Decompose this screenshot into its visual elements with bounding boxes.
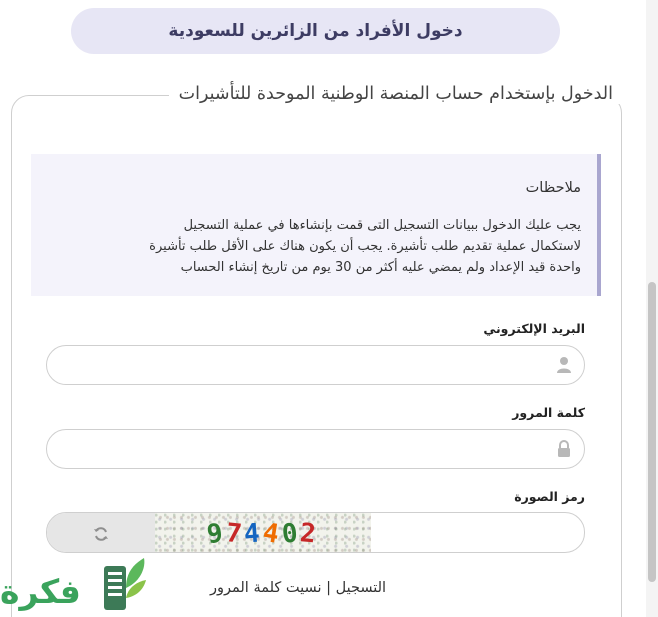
captcha-char: 7: [224, 517, 246, 550]
lock-icon: [556, 440, 572, 458]
email-input[interactable]: [67, 354, 547, 376]
footer-links: [210, 580, 386, 596]
register-link[interactable]: التسجيل: [335, 580, 387, 596]
captcha-char: 9: [205, 517, 228, 550]
captcha-image: [155, 513, 371, 553]
notes-line: لاستكمال عملية تقديم طلب تأشيرة. يجب أن يكون هناك على الأقل طلب تأشيرة: [149, 239, 581, 254]
password-label: كلمة المرور: [512, 405, 585, 420]
refresh-icon: [93, 526, 109, 542]
password-input[interactable]: [67, 438, 547, 460]
email-field[interactable]: [46, 345, 585, 385]
captcha-refresh-button[interactable]: [47, 513, 155, 553]
notes-title: ملاحظات: [525, 180, 581, 196]
notes-line: يجب عليك الدخول ببيانات التسجيل التى قمت بإنشاءها في عملية التسجيل: [183, 218, 581, 233]
captcha-field[interactable]: [46, 512, 585, 553]
notes-box: [31, 154, 601, 296]
section-legend: الدخول بإستخدام حساب المنصة الوطنية الموحدة للتأشيرات: [169, 84, 623, 104]
password-field[interactable]: [46, 429, 585, 469]
captcha-char: 0: [280, 517, 302, 550]
captcha-label: رمز الصورة: [514, 489, 585, 504]
forgot-password-link[interactable]: نسيت كلمة المرور: [210, 580, 322, 596]
watermark-logo: فكرة: [0, 572, 81, 611]
email-label: البريد الإلكتروني: [483, 321, 585, 336]
notes-body: [41, 215, 581, 278]
captcha-char: 4: [260, 517, 284, 550]
scrollbar-thumb[interactable]: [648, 282, 656, 582]
links-separator: |: [326, 580, 331, 596]
user-icon: [556, 356, 572, 374]
captcha-char: 4: [243, 517, 265, 550]
captcha-input[interactable]: [377, 521, 567, 545]
notes-line: واحدة قيد الإعداد ولم يمضي عليه أكثر من 30 يوم من تاريخ إنشاء الحساب: [180, 260, 581, 275]
captcha-char: 2: [299, 517, 321, 550]
page-title: دخول الأفراد من الزائرين للسعودية: [71, 8, 560, 54]
